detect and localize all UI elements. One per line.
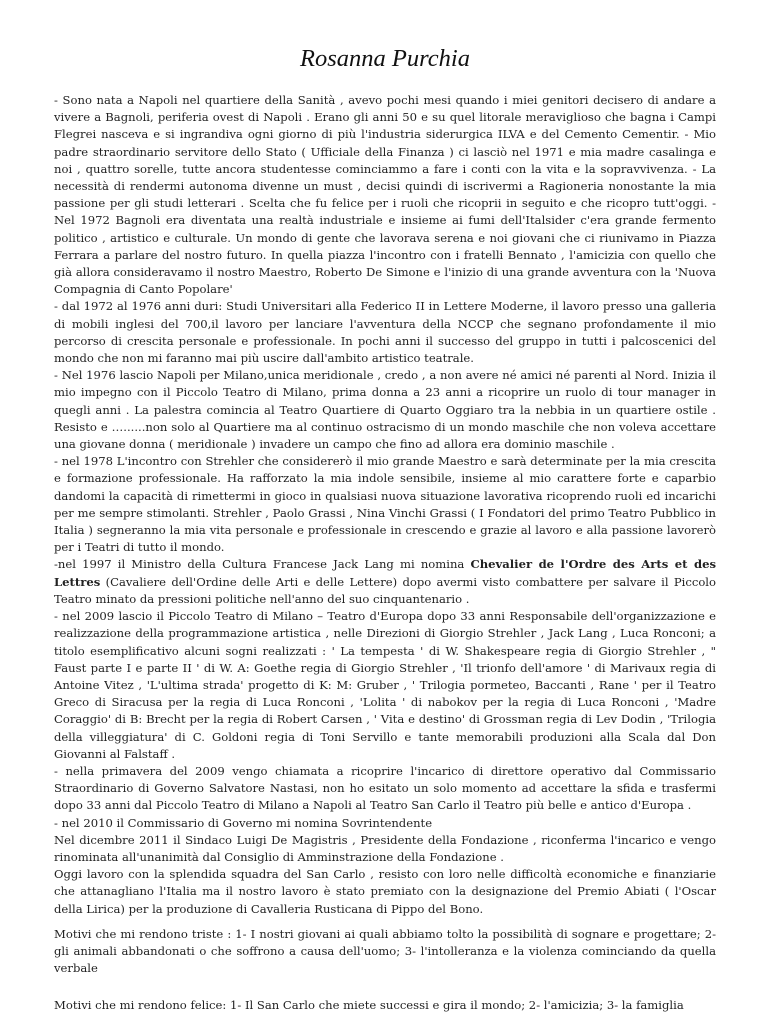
paragraph-1972-1976: - dal 1972 al 1976 anni duri: Studi Universitari alla Federico II in Lettere Moderne, il lavoro presso una galleria di mobili inglesi del 700,il lavoro per lanciare l'avventura della NCCP che segnano profondamente il mio percorso di crescita personale e professionale. In pochi anni il successo del gruppo in tutti i palcoscenici del mondo che non mi faranno mai più uscire dall'ambito artistico teatrale. xyxy=(54,299,716,366)
document-page xyxy=(54,44,716,1015)
paragraph-oggi: Oggi lavoro con la splendida squadra del San Carlo , resisto con loro nelle difficoltà economiche e finanziarie che attanagliano l'Italia ma il nostro lavoro è stato premiato con la designazione del Premio Abiati ( l'Oscar della Lirica) per la produzione di Cavalleria Rusticana di Pippo del Bono. xyxy=(54,867,716,916)
paragraph-motivi-felice: Motivi che mi rendono felice: 1- Il San Carlo che miete successi e gira il mondo; 2- l'amicizia; 3- la famiglia xyxy=(54,998,684,1013)
chevalier-title: Chevalier de l'Ordre des Arts et des Lettres xyxy=(54,557,717,589)
chevalier-translation: (Cavaliere dell'Ordine delle Arti e delle Lettere) xyxy=(100,574,403,589)
paragraph-motivi-triste: Motivi che mi rendono triste : 1- I nostri giovani ai quali abbiamo tolto la possibilità di sognare e progettare; 2- gli animali abbandonati o che soffrono a causa dell'uomo; 3- l'intolleranza e la violenza cominciando da quella verbale xyxy=(54,926,716,976)
page-title: Rosanna Purchia xyxy=(300,45,470,72)
paragraph-early-life: - Sono nata a Napoli nel quartiere della Sanità , avevo pochi mesi quando i miei genitori decisero di andare a vivere a Bagnoli, periferia ovest di Napoli . Erano gli anni 50 e su quel litorale meraviglioso che bagna i Campi Flegrei nasceva e si ingrandiva ogni giorno di più l'industria siderurgica ILVA e del Cemento Cementir. - Mio padre straordinario servitore dello Stato ( Ufficiale della Finanza ) ci lasciò nel 1971 e mia madre casalinga e noi , quattro sorelle, tutte ancora studentesse cominciammo a fare i conti con la vita e la sopravvivenza. - La necessità di rendermi autonoma divenne un must , decisi quindi di iscrivermi a Ragioneria nonostante la mia passione per gli studi letterari . Scelta che fu felice per i ruoli che ricoprii in seguito e che ricopro tutt'oggi. - Nel 1972 Bagnoli era diventata una realtà industriale e insieme ai fumi dell'Italsider c'era grande fermento politico , artistico e culturale. Un mondo di gente che lavorava serena e noi giovani che ci riunivamo in Piazza Ferrara a parlare del nostro futuro. In quella piazza l'incontro con i fratelli Bennato , l'amicizia con quello che già allora consideravamo il nostro Maestro, Roberto De Simone e l'inizio di una grande avventura con la 'Nuova Compagnia di Canto Popolare' xyxy=(54,93,716,297)
chevalier-intro: -nel 1997 il Ministro della Cultura Francese Jack Lang mi nomina xyxy=(54,557,471,572)
paragraph-2009-san-carlo: - nella primavera del 2009 vengo chiamata a ricoprire l'incarico di direttore operativo dal Commissario Straordinario di Governo Salvatore Nastasi, non ho esitato un solo momento ad accettare la sfida e trasfermi dopo 33 anni dal Piccolo Teatro di Milano a Napoli al Teatro San Carlo il Teatro più belle e antico d'Europa . xyxy=(54,763,716,813)
paragraph-1978-strehler: - nel 1978 L'incontro con Strehler che considererò il mio grande Maestro e sarà determinate per la mia crescita e formazione professionale. Ha rafforzato la mia indole sensibile, insieme al mio carattere forte e caparbio dandomi la capacità di rimettermi in gioco in qualsiasi nuova situazione lavorativa ricoprendo ruoli ed incarichi per me sempre stimolanti. Strehler , Paolo Grassi , Nina Vinchi Grassi ( I Fondatori del primo Teatro Pubblico in Italia ) segneranno la mia vita personale e professionale in crescendo e grazie al lavoro e alla passione lavorerò per i Teatri di tutto il mondo. xyxy=(54,454,716,555)
paragraph-2011-riconferma: Nel dicembre 2011 il Sindaco Luigi De Magistris , Presidente della Fondazione , riconferma l'incarico e vengo rinominata all'unanimità dal Consiglio di Amminstrazione della Fondazione . xyxy=(54,832,716,864)
paragraph-1997-chevalier xyxy=(54,556,716,608)
paragraph-1976-milano: - Nel 1976 lascio Napoli per Milano,unica meridionale , credo , a non avere né amici né parenti al Nord. Inizia il mio impegno con il Piccolo Teatro di Milano, prima donna a 23 anni a ricoprire un ruolo di tour manager in quegli anni . La palestra comincia al Teatro Quartiere di Quarto Oggiaro tra la nebbia in un quartiere ostile . Resisto e …......non solo al Quartiere ma al continuo ostracismo di un mondo maschile che non voleva accettare una giovane donna ( meridionale ) invadere un campo che fino ad allora era dominio maschile . xyxy=(54,368,716,452)
paragraph-2010-sovrintendente: - nel 2010 il Commissario di Governo mi nomina Sovrintendente xyxy=(54,815,433,830)
paragraph-2009-piccolo: - nel 2009 lascio il Piccolo Teatro di Milano – Teatro d'Europa dopo 33 anni Responsabile dell'organizzazione e realizzazione della programmazione artistica , nelle Direzioni di Giorgio Strehler , Jack Lang , Luca Ronconi; a titolo esemplificativo alcuni sogni realizzati : ' La tempesta ' di W. Shakespeare regia di Giorgio Strehler , " Faust parte I e parte II ' di W. A: Goethe regia di Giorgio Strehler , 'Il trionfo dell'amore ' di Marivaux regia di Antoine Vitez , 'L'ultima strada' progetto di K: M: Gruber , ' Trilogia pormeteo, Baccanti , Rane ' per il Teatro Greco di Siracusa per la regia di Luca Ronconi , 'Lolita ' di nabokov per la regia di Luca Ronconi , 'Madre Coraggio' di B: Brecht per la regia di Robert Carsen , ' Vita e destino' di Grossman regia di Lev Dodin , 'Trilogia della villeggiatura' di C. Goldoni regia di Toni Servillo e tante memorabili produzioni alla Scala dal Don Giovanni al Falstaff . xyxy=(54,609,716,761)
chevalier-reason: dopo avermi visto combattere per salvare il Piccolo Teatro minato da pressioni politiche nell'anno del suo cinquantenario . xyxy=(54,574,716,606)
